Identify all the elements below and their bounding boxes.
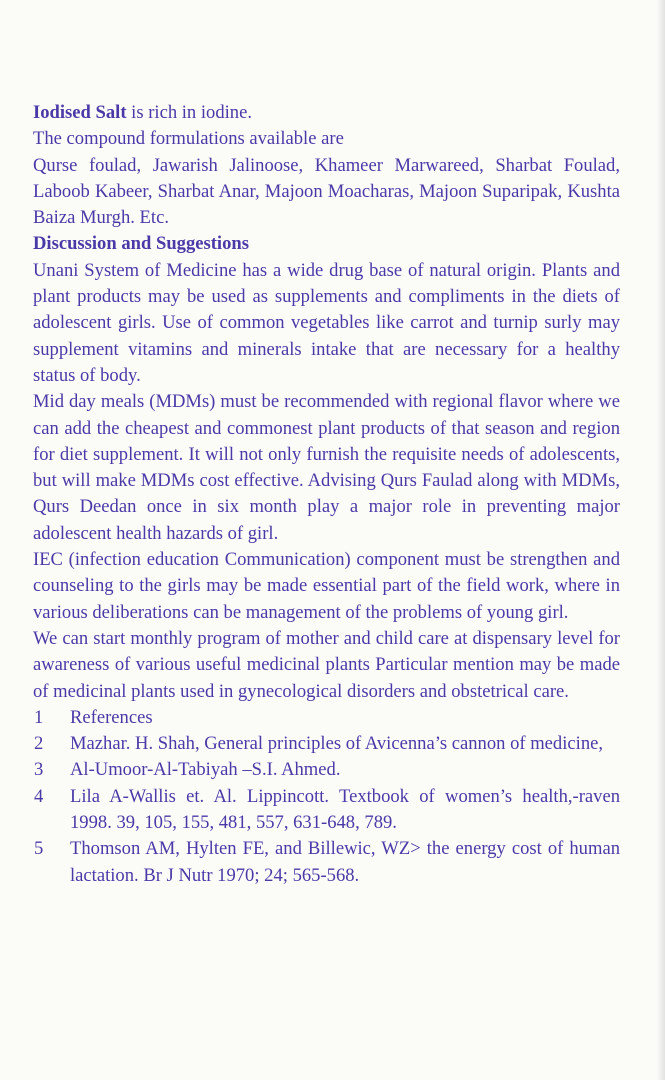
iodised-salt-line — [33, 100, 620, 126]
reference-number: 3 — [34, 759, 44, 781]
discussion-paragraph-3: IEC (infection education Communication) component must be strengthen and counseling to the girls may be made essential part of the field work, where in various deliberations can be management of the problems of young girl. — [33, 549, 620, 623]
reference-text: Mazhar. H. Shah, General principles of Avicenna’s cannon of medicine, — [70, 733, 604, 755]
page-edge-shadow — [657, 0, 665, 1080]
compound-formulations-list: Qurse foulad, Jawarish Jalinoose, Khameer Marwareed, Sharbat Foulad, Laboob Kabeer, Sharbat Anar, Majoon Moacharas, Majoon Suparipak, Kushta Baiza Murgh. Etc. — [33, 154, 620, 229]
discussion-paragraph-2: Mid day meals (MDMs) must be recommended with regional flavor where we can add the cheapest and commonest plant products of that season and region for diet supplement. It will not only furnish the requisite needs of adolescents, but will make MDMs cost effective. Advising Qurs Faulad along with MDMs, Qurs Deedan once in six month play a major role in preventing major adolescent health hazards of girl. — [33, 391, 620, 544]
iodised-salt-term: Iodised Salt — [33, 102, 127, 123]
reference-number: 2 — [34, 733, 44, 755]
reference-text: Thomson AM, Hylten FE, and Billewic, WZ> the energy cost of human lactation. Br J Nutr 1970; 24; 565-568. — [70, 838, 620, 886]
discussion-paragraph-4: We can start monthly program of mother and child care at dispensary level for awareness of various useful medicinal plants Particular mention may be made of medicinal plants used in gynecological disorders and obstetrical care. — [33, 627, 620, 702]
references-list — [33, 705, 620, 889]
compound-formulations-intro: The compound formulations available are — [33, 128, 344, 150]
document-body — [33, 100, 620, 889]
reference-item — [33, 836, 620, 889]
reference-text: Lila A-Wallis et. Al. Lippincott. Textbook of women’s health,-raven 1998. 39, 105, 155, 481, 557, 631-648, 789. — [70, 785, 620, 834]
reference-item — [33, 757, 620, 783]
discussion-paragraph-1: Unani System of Medicine has a wide drug base of natural origin. Plants and plant products may be used as supplements and compliments in the diets of adolescent girls. Use of common vegetables like carrot and turnip surly may supplement vitamins and minerals intake that are necessary for a healthy status of body. — [33, 259, 620, 386]
reference-item — [33, 784, 620, 837]
discussion-heading: Discussion and Suggestions — [33, 233, 249, 255]
reference-text: References — [70, 706, 153, 728]
reference-number: 4 — [34, 785, 44, 807]
reference-number: 5 — [34, 838, 44, 860]
reference-item — [33, 731, 620, 757]
reference-number: 1 — [34, 706, 44, 728]
reference-item — [33, 705, 620, 731]
reference-text: Al-Umoor-Al-Tabiyah –S.I. Ahmed. — [70, 759, 341, 781]
iodised-salt-text: is rich in iodine. — [126, 102, 253, 123]
